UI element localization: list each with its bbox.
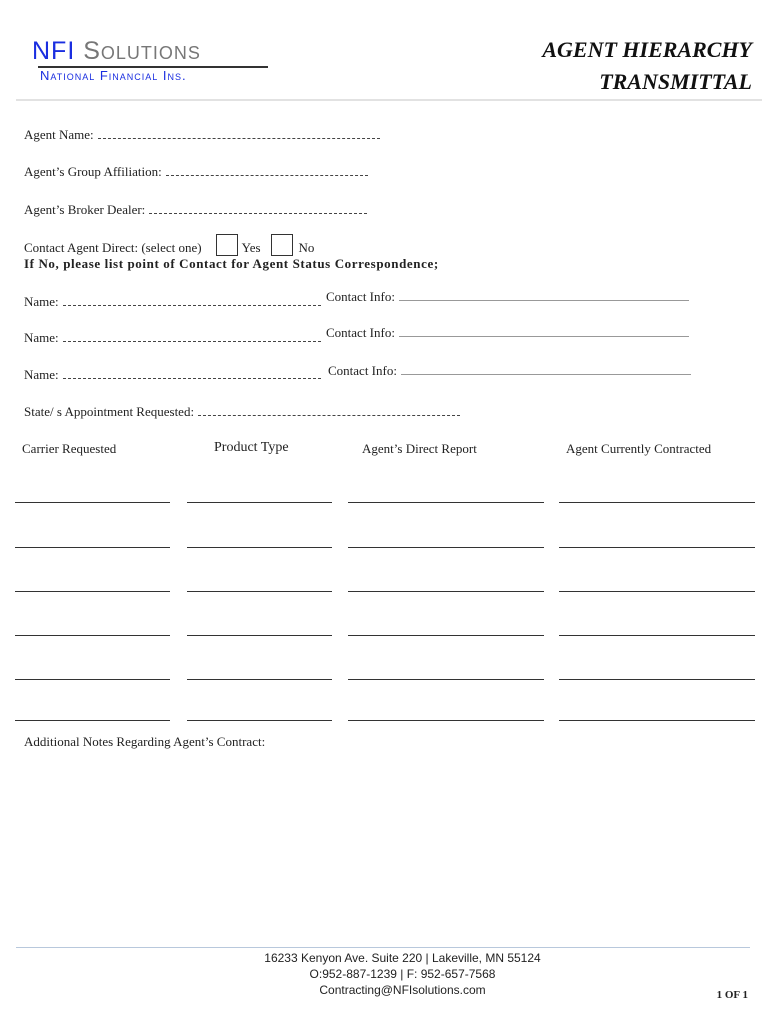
col-header-product: Product Type: [214, 440, 289, 455]
broker-label: Agent’s Broker Dealer:: [24, 202, 146, 217]
table-cell-line[interactable]: [559, 591, 755, 592]
col-header-direct-report: Agent’s Direct Report: [362, 441, 477, 456]
table-cell-line[interactable]: [15, 635, 170, 636]
table-cell-line[interactable]: [348, 502, 544, 503]
contact-name-field-3[interactable]: [24, 367, 321, 383]
contact-name-field-2[interactable]: [24, 330, 321, 346]
table-cell-line[interactable]: [348, 720, 544, 721]
table-cell-line[interactable]: [15, 591, 170, 592]
name-label: Name:: [24, 294, 59, 309]
table-cell-line[interactable]: [187, 679, 332, 680]
header-divider: [16, 99, 762, 101]
col-header-carrier: Carrier Requested: [22, 441, 117, 456]
group-affiliation-field[interactable]: [24, 164, 368, 180]
logo-subtitle: National Financial Ins.: [40, 68, 187, 83]
footer-address: 16233 Kenyon Ave. Suite 220 | Lakeville, MN 55124: [264, 951, 541, 965]
footer-email: Contracting@NFIsolutions.com: [319, 983, 486, 997]
contact-info-field-2[interactable]: [326, 325, 689, 341]
name-label: Name:: [24, 330, 59, 345]
notes-label: Additional Notes Regarding Agent’s Contract:: [24, 734, 266, 749]
table-cell-line[interactable]: [559, 635, 755, 636]
table-cell-line[interactable]: [187, 635, 332, 636]
table-cell-line[interactable]: [348, 635, 544, 636]
notes-area[interactable]: [20, 755, 750, 935]
contact-info-label: Contact Info:: [328, 363, 397, 378]
logo-nfi: NFI: [32, 37, 76, 65]
contact-name-field-1[interactable]: [24, 294, 321, 310]
no-checkbox[interactable]: [271, 234, 293, 256]
contact-info-field-3[interactable]: [328, 363, 691, 379]
name-label: Name:: [24, 367, 59, 382]
contact-info-label: Contact Info:: [326, 289, 395, 304]
table-cell-line[interactable]: [559, 502, 755, 503]
col-header-contracted: Agent Currently Contracted: [566, 441, 712, 456]
states-label: State/ s Appointment Requested:: [24, 404, 195, 419]
contact-info-label: Contact Info:: [326, 325, 395, 340]
table-cell-line[interactable]: [187, 547, 332, 548]
table-cell-line[interactable]: [559, 720, 755, 721]
title-line2: TRANSMITTAL: [599, 69, 752, 94]
if-no-instruction: If No, please list point of Contact for Agent Status Correspondence;: [24, 256, 439, 271]
page-title: [542, 34, 752, 98]
table-cell-line[interactable]: [187, 591, 332, 592]
table-cell-line[interactable]: [15, 720, 170, 721]
table-cell-line[interactable]: [187, 720, 332, 721]
broker-dealer-field[interactable]: [24, 202, 367, 218]
table-cell-line[interactable]: [187, 502, 332, 503]
group-label: Agent’s Group Affiliation:: [24, 164, 162, 179]
logo: [32, 37, 201, 66]
footer: [0, 950, 770, 998]
states-field[interactable]: [24, 404, 460, 420]
table-cell-line[interactable]: [559, 547, 755, 548]
contact-info-field-1[interactable]: [326, 289, 689, 305]
contact-direct-label: Contact Agent Direct: (select one): [24, 240, 202, 255]
table-cell-line[interactable]: [348, 547, 544, 548]
table-cell-line[interactable]: [348, 591, 544, 592]
footer-phone: O:952-887-1239 | F: 952-657-7568: [309, 967, 496, 981]
table-cell-line[interactable]: [15, 679, 170, 680]
footer-divider: [16, 947, 750, 948]
table-cell-line[interactable]: [15, 502, 170, 503]
title-line1: AGENT HIERARCHY: [542, 37, 752, 62]
table-cell-line[interactable]: [559, 679, 755, 680]
table-cell-line[interactable]: [348, 679, 544, 680]
yes-label: Yes: [241, 240, 261, 255]
yes-checkbox[interactable]: [216, 234, 238, 256]
logo-solutions: Solutions: [83, 37, 201, 65]
contact-direct-row: [24, 234, 314, 256]
page-number: 1 OF 1: [716, 989, 748, 1001]
agent-name-field[interactable]: [24, 127, 380, 143]
agent-name-label: Agent Name:: [24, 127, 94, 142]
table-cell-line[interactable]: [15, 547, 170, 548]
no-label: No: [298, 240, 315, 255]
